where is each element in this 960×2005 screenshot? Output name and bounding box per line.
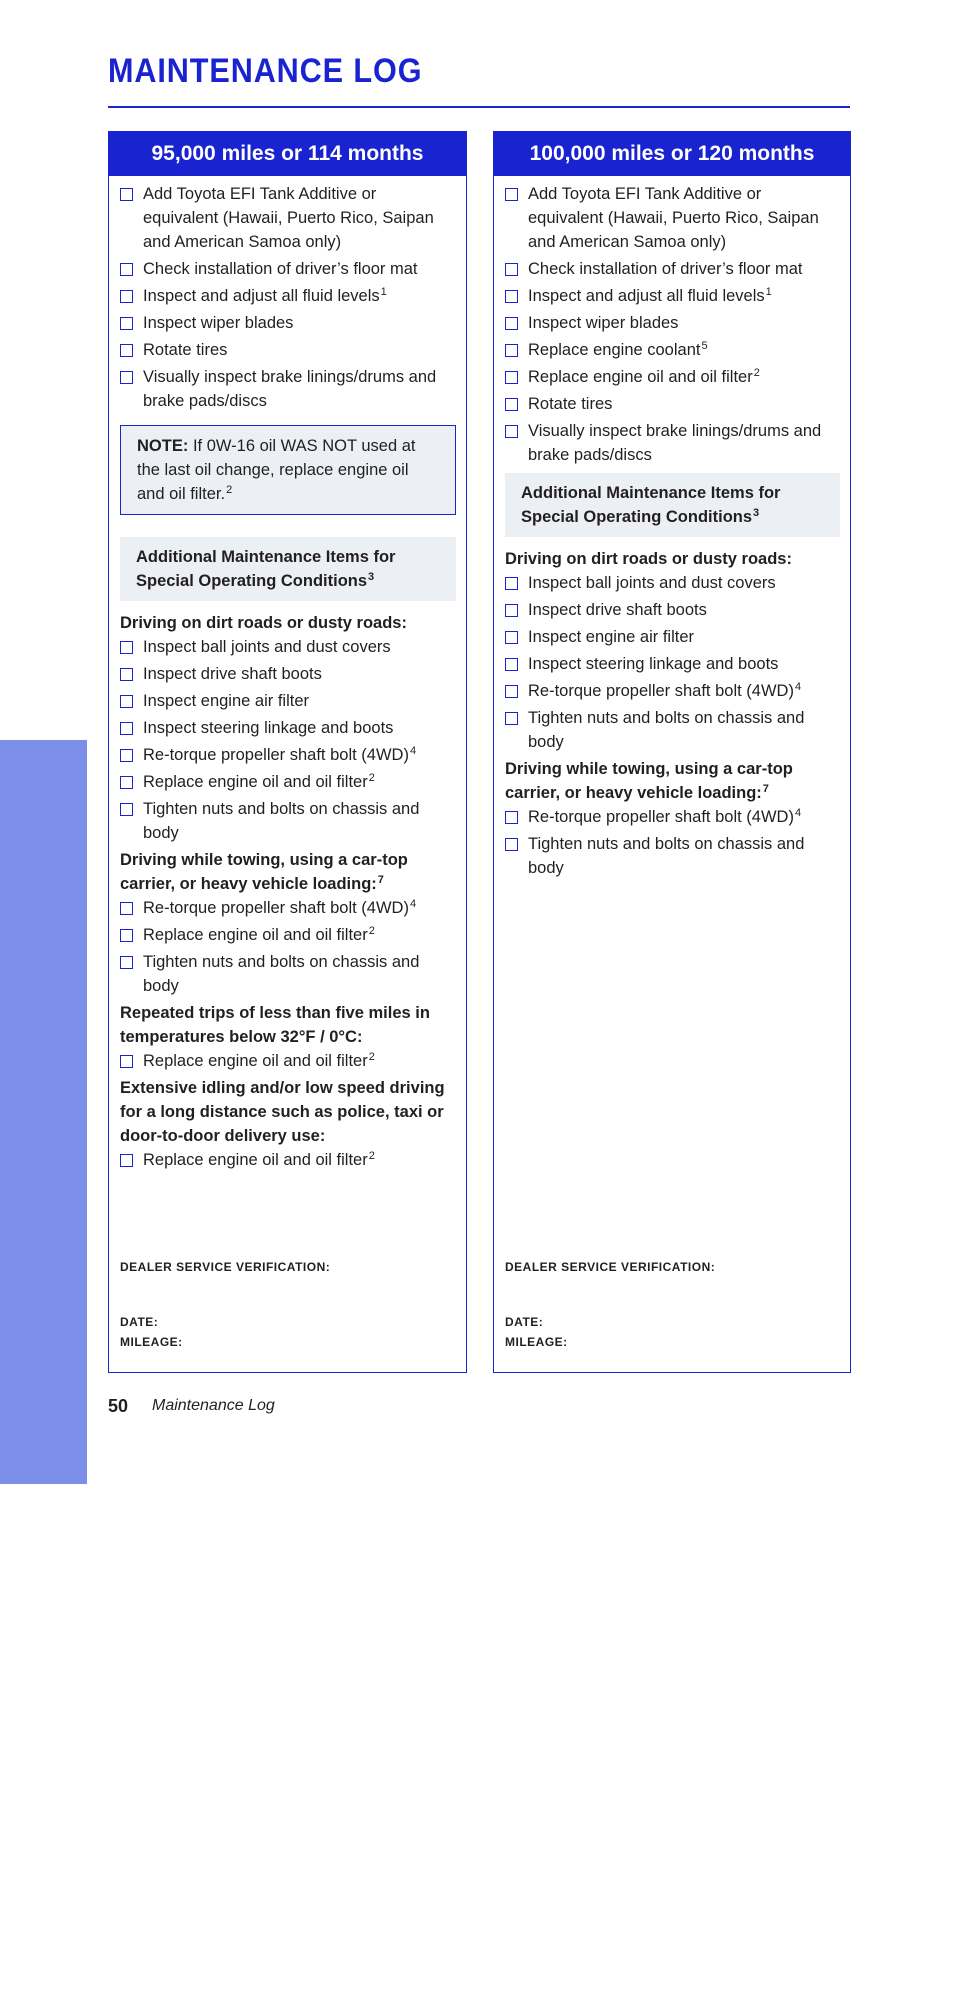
checklist-item (505, 571, 840, 595)
item-text: Visually inspect brake linings/drums and brake pads/discs (143, 368, 437, 410)
column-header: 95,000 miles or 114 months (109, 132, 466, 176)
item-text: Replace engine oil and oil filter (143, 926, 368, 944)
checklist-item (120, 770, 456, 794)
note-text: If 0W-16 oil WAS NOT used at the last oil change, replace engine oil and oil filter. (137, 437, 416, 503)
item-text: Replace engine oil and oil filter (528, 368, 753, 386)
condition-heading (505, 547, 840, 571)
item-text: Replace engine oil and oil filter (143, 1052, 368, 1070)
additional-title-text: Additional Maintenance Items for Special Operating Conditions (136, 548, 396, 590)
checkbox[interactable] (505, 398, 518, 411)
checkbox[interactable] (120, 1154, 133, 1167)
item-text: Inspect steering linkage and boots (528, 655, 779, 673)
footnote-ref: 2 (368, 771, 375, 784)
item-text: Inspect engine air filter (528, 628, 695, 646)
mileage-label: MILEAGE: (505, 1335, 568, 1349)
item-text: Visually inspect brake linings/drums and brake pads/discs (528, 422, 822, 464)
checklist-item (505, 652, 840, 676)
dealer-verification-label: DEALER SERVICE VERIFICATION: (505, 1260, 716, 1274)
log-column-95000 (108, 131, 467, 1373)
item-text: Inspect and adjust all fluid levels (143, 287, 380, 305)
dealer-verification-label: DEALER SERVICE VERIFICATION: (120, 1260, 331, 1274)
checklist-item (505, 706, 840, 754)
checklist (120, 182, 456, 413)
checklist-item (505, 598, 840, 622)
checkbox[interactable] (120, 1055, 133, 1068)
condition-heading-text: Repeated trips of less than five miles in temperatures below 32°F / 0°C: (120, 1004, 430, 1046)
item-text-wrap (528, 805, 840, 829)
item-text: Replace engine coolant (528, 341, 701, 359)
date-label: DATE: (505, 1315, 544, 1329)
note-sup: 2 (226, 483, 233, 496)
item-text-wrap (528, 652, 840, 676)
footnote-ref: 7 (762, 782, 769, 795)
checklist-item (120, 365, 456, 413)
item-text: Inspect engine air filter (143, 692, 310, 710)
footnote-ref: 5 (701, 339, 708, 352)
page-number: 50 (108, 1396, 129, 1416)
item-text: Re-torque propeller shaft bolt (4WD) (528, 808, 794, 826)
additional-title-text: Additional Maintenance Items for Special Operating Conditions (521, 484, 781, 526)
mileage-label: MILEAGE: (120, 1335, 183, 1349)
item-text-wrap (528, 365, 840, 389)
checklist-item (120, 896, 456, 920)
item-text: Add Toyota EFI Tank Additive or equivalent (Hawaii, Puerto Rico, Saipan and American Samoa only) (143, 185, 434, 251)
checkbox[interactable] (505, 290, 518, 303)
item-text-wrap (528, 182, 840, 254)
log-column-100000 (493, 131, 851, 1373)
item-text: Tighten nuts and bolts on chassis and body (143, 800, 420, 842)
column-header: 100,000 miles or 120 months (494, 132, 850, 176)
item-text: Re-torque propeller shaft bolt (4WD) (143, 899, 409, 917)
footnote-ref: 1 (765, 285, 772, 298)
item-text-wrap (143, 1049, 456, 1073)
checklist-item (505, 257, 840, 281)
condition-heading (120, 611, 456, 635)
item-text-wrap (528, 284, 840, 308)
checklist-item (505, 182, 840, 254)
item-text: Inspect ball joints and dust covers (143, 638, 391, 656)
checkbox[interactable] (120, 803, 133, 816)
item-text-wrap (143, 743, 456, 767)
column-body (494, 176, 850, 880)
footnote-ref: 2 (368, 924, 375, 937)
condition-heading-text: Driving while towing, using a car-top carrier, or heavy vehicle loading: (120, 851, 408, 893)
checklist-item (505, 419, 840, 467)
item-text-wrap (528, 679, 840, 703)
checklist-item (120, 743, 456, 767)
footnote-ref: 1 (380, 285, 387, 298)
checkbox[interactable] (505, 188, 518, 201)
condition-heading-text: Driving on dirt roads or dusty roads: (505, 550, 792, 568)
item-text-wrap (528, 392, 840, 416)
checkbox[interactable] (505, 371, 518, 384)
footer-section: Maintenance Log (152, 1397, 275, 1414)
item-text: Check installation of driver’s floor mat (143, 260, 418, 278)
checkbox[interactable] (120, 290, 133, 303)
checkbox[interactable] (505, 658, 518, 671)
note-label: NOTE: (137, 437, 189, 455)
checkbox[interactable] (505, 685, 518, 698)
item-text: Tighten nuts and bolts on chassis and body (528, 835, 805, 877)
checkbox[interactable] (120, 749, 133, 762)
checkbox[interactable] (505, 811, 518, 824)
page-title: MAINTENANCE LOG (108, 52, 423, 90)
checkbox[interactable] (505, 263, 518, 276)
item-text: Inspect wiper blades (528, 314, 679, 332)
checkbox[interactable] (120, 344, 133, 357)
checkbox[interactable] (120, 641, 133, 654)
item-text: Replace engine oil and oil filter (143, 1151, 368, 1169)
item-text: Rotate tires (143, 341, 228, 359)
checklist-item (120, 338, 456, 362)
footnote-ref: 2 (753, 366, 760, 379)
checklist-item (120, 689, 456, 713)
checklist-item (505, 832, 840, 880)
footnote-ref: 4 (794, 680, 802, 693)
item-text-wrap (143, 635, 456, 659)
condition-heading-text: Driving on dirt roads or dusty roads: (120, 614, 407, 632)
side-tab-label: MAINTENANCE (23, 1695, 64, 2005)
checklist-item (120, 635, 456, 659)
item-text-wrap (143, 896, 456, 920)
side-tab (0, 740, 87, 2005)
item-text: Rotate tires (528, 395, 613, 413)
item-text: Re-torque propeller shaft bolt (4WD) (528, 682, 794, 700)
item-text-wrap (143, 662, 456, 686)
date-label: DATE: (120, 1315, 159, 1329)
item-text-wrap (143, 284, 456, 308)
checklist-item (120, 1148, 456, 1172)
item-text-wrap (143, 311, 456, 335)
additional-items-title (120, 537, 456, 601)
item-text: Replace engine oil and oil filter (143, 773, 368, 791)
checkbox[interactable] (120, 902, 133, 915)
checklist-item (120, 950, 456, 998)
checkbox[interactable] (505, 712, 518, 725)
condition-heading (505, 757, 840, 805)
item-text-wrap (528, 338, 840, 362)
footnote-ref: 4 (794, 806, 802, 819)
checklist-item (505, 284, 840, 308)
checklist-item (120, 284, 456, 308)
item-text-wrap (528, 625, 840, 649)
item-text-wrap (528, 598, 840, 622)
additional-sup: 3 (368, 570, 375, 583)
checklist-item (120, 182, 456, 254)
checkbox[interactable] (120, 956, 133, 969)
checklist-item (120, 1049, 456, 1073)
footnote-ref: 2 (368, 1149, 375, 1162)
item-text-wrap (143, 365, 456, 413)
item-text: Inspect ball joints and dust covers (528, 574, 776, 592)
title-divider (108, 106, 850, 108)
checkbox[interactable] (505, 317, 518, 330)
checklist-item (120, 797, 456, 845)
condition-heading (120, 848, 456, 896)
item-text: Re-torque propeller shaft bolt (4WD) (143, 746, 409, 764)
condition-heading (120, 1001, 456, 1049)
item-text: Inspect wiper blades (143, 314, 294, 332)
checklist-item (505, 805, 840, 829)
item-text-wrap (143, 716, 456, 740)
item-text-wrap (528, 257, 840, 281)
item-text-wrap (143, 338, 456, 362)
checkbox[interactable] (120, 695, 133, 708)
checkbox[interactable] (120, 722, 133, 735)
footnote-ref: 4 (409, 744, 417, 757)
checkbox[interactable] (505, 577, 518, 590)
checkbox[interactable] (505, 344, 518, 357)
item-text: Add Toyota EFI Tank Additive or equivalent (Hawaii, Puerto Rico, Saipan and American Samoa only) (528, 185, 819, 251)
checklist-item (120, 716, 456, 740)
checkbox[interactable] (505, 425, 518, 438)
special-conditions (505, 547, 840, 880)
item-text: Check installation of driver’s floor mat (528, 260, 803, 278)
item-text-wrap (143, 689, 456, 713)
condition-heading-text: Driving while towing, using a car-top carrier, or heavy vehicle loading: (505, 760, 793, 802)
item-text: Inspect steering linkage and boots (143, 719, 394, 737)
item-text: Tighten nuts and bolts on chassis and body (143, 953, 420, 995)
oil-note (120, 425, 456, 515)
checkbox[interactable] (505, 604, 518, 617)
footnote-ref: 7 (377, 873, 384, 886)
additional-sup: 3 (753, 506, 760, 519)
checkbox[interactable] (505, 838, 518, 851)
checkbox[interactable] (120, 188, 133, 201)
item-text-wrap (143, 182, 456, 254)
checklist-item (505, 392, 840, 416)
checklist-item (120, 311, 456, 335)
item-text: Inspect drive shaft boots (528, 601, 707, 619)
item-text-wrap (528, 419, 840, 467)
checklist-item (120, 662, 456, 686)
checklist-item (505, 625, 840, 649)
checkbox[interactable] (120, 776, 133, 789)
item-text-wrap (143, 923, 456, 947)
column-body (109, 176, 466, 1172)
item-text-wrap (528, 571, 840, 595)
item-text: Inspect and adjust all fluid levels (528, 287, 765, 305)
item-text-wrap (143, 1148, 456, 1172)
checkbox[interactable] (120, 371, 133, 384)
item-text-wrap (143, 770, 456, 794)
checkbox[interactable] (120, 263, 133, 276)
item-text-wrap (528, 832, 840, 880)
condition-heading-text: Extensive idling and/or low speed driving for a long distance such as police, taxi or door-to-door delivery use: (120, 1079, 445, 1145)
item-text-wrap (143, 797, 456, 845)
additional-items-title (505, 473, 840, 537)
special-conditions (120, 611, 456, 1172)
item-text: Tighten nuts and bolts on chassis and body (528, 709, 805, 751)
checklist (505, 182, 840, 467)
item-text-wrap (528, 311, 840, 335)
checklist-item (505, 311, 840, 335)
item-text: Inspect drive shaft boots (143, 665, 322, 683)
checkbox[interactable] (505, 631, 518, 644)
checklist-item (120, 257, 456, 281)
footnote-ref: 2 (368, 1050, 375, 1063)
item-text-wrap (528, 706, 840, 754)
checklist-item (505, 365, 840, 389)
checkbox[interactable] (120, 929, 133, 942)
checkbox[interactable] (120, 668, 133, 681)
checkbox[interactable] (120, 317, 133, 330)
checklist-item (505, 679, 840, 703)
condition-heading (120, 1076, 456, 1148)
item-text-wrap (143, 950, 456, 998)
checklist-item (505, 338, 840, 362)
footnote-ref: 4 (409, 897, 417, 910)
item-text-wrap (143, 257, 456, 281)
checklist-item (120, 923, 456, 947)
